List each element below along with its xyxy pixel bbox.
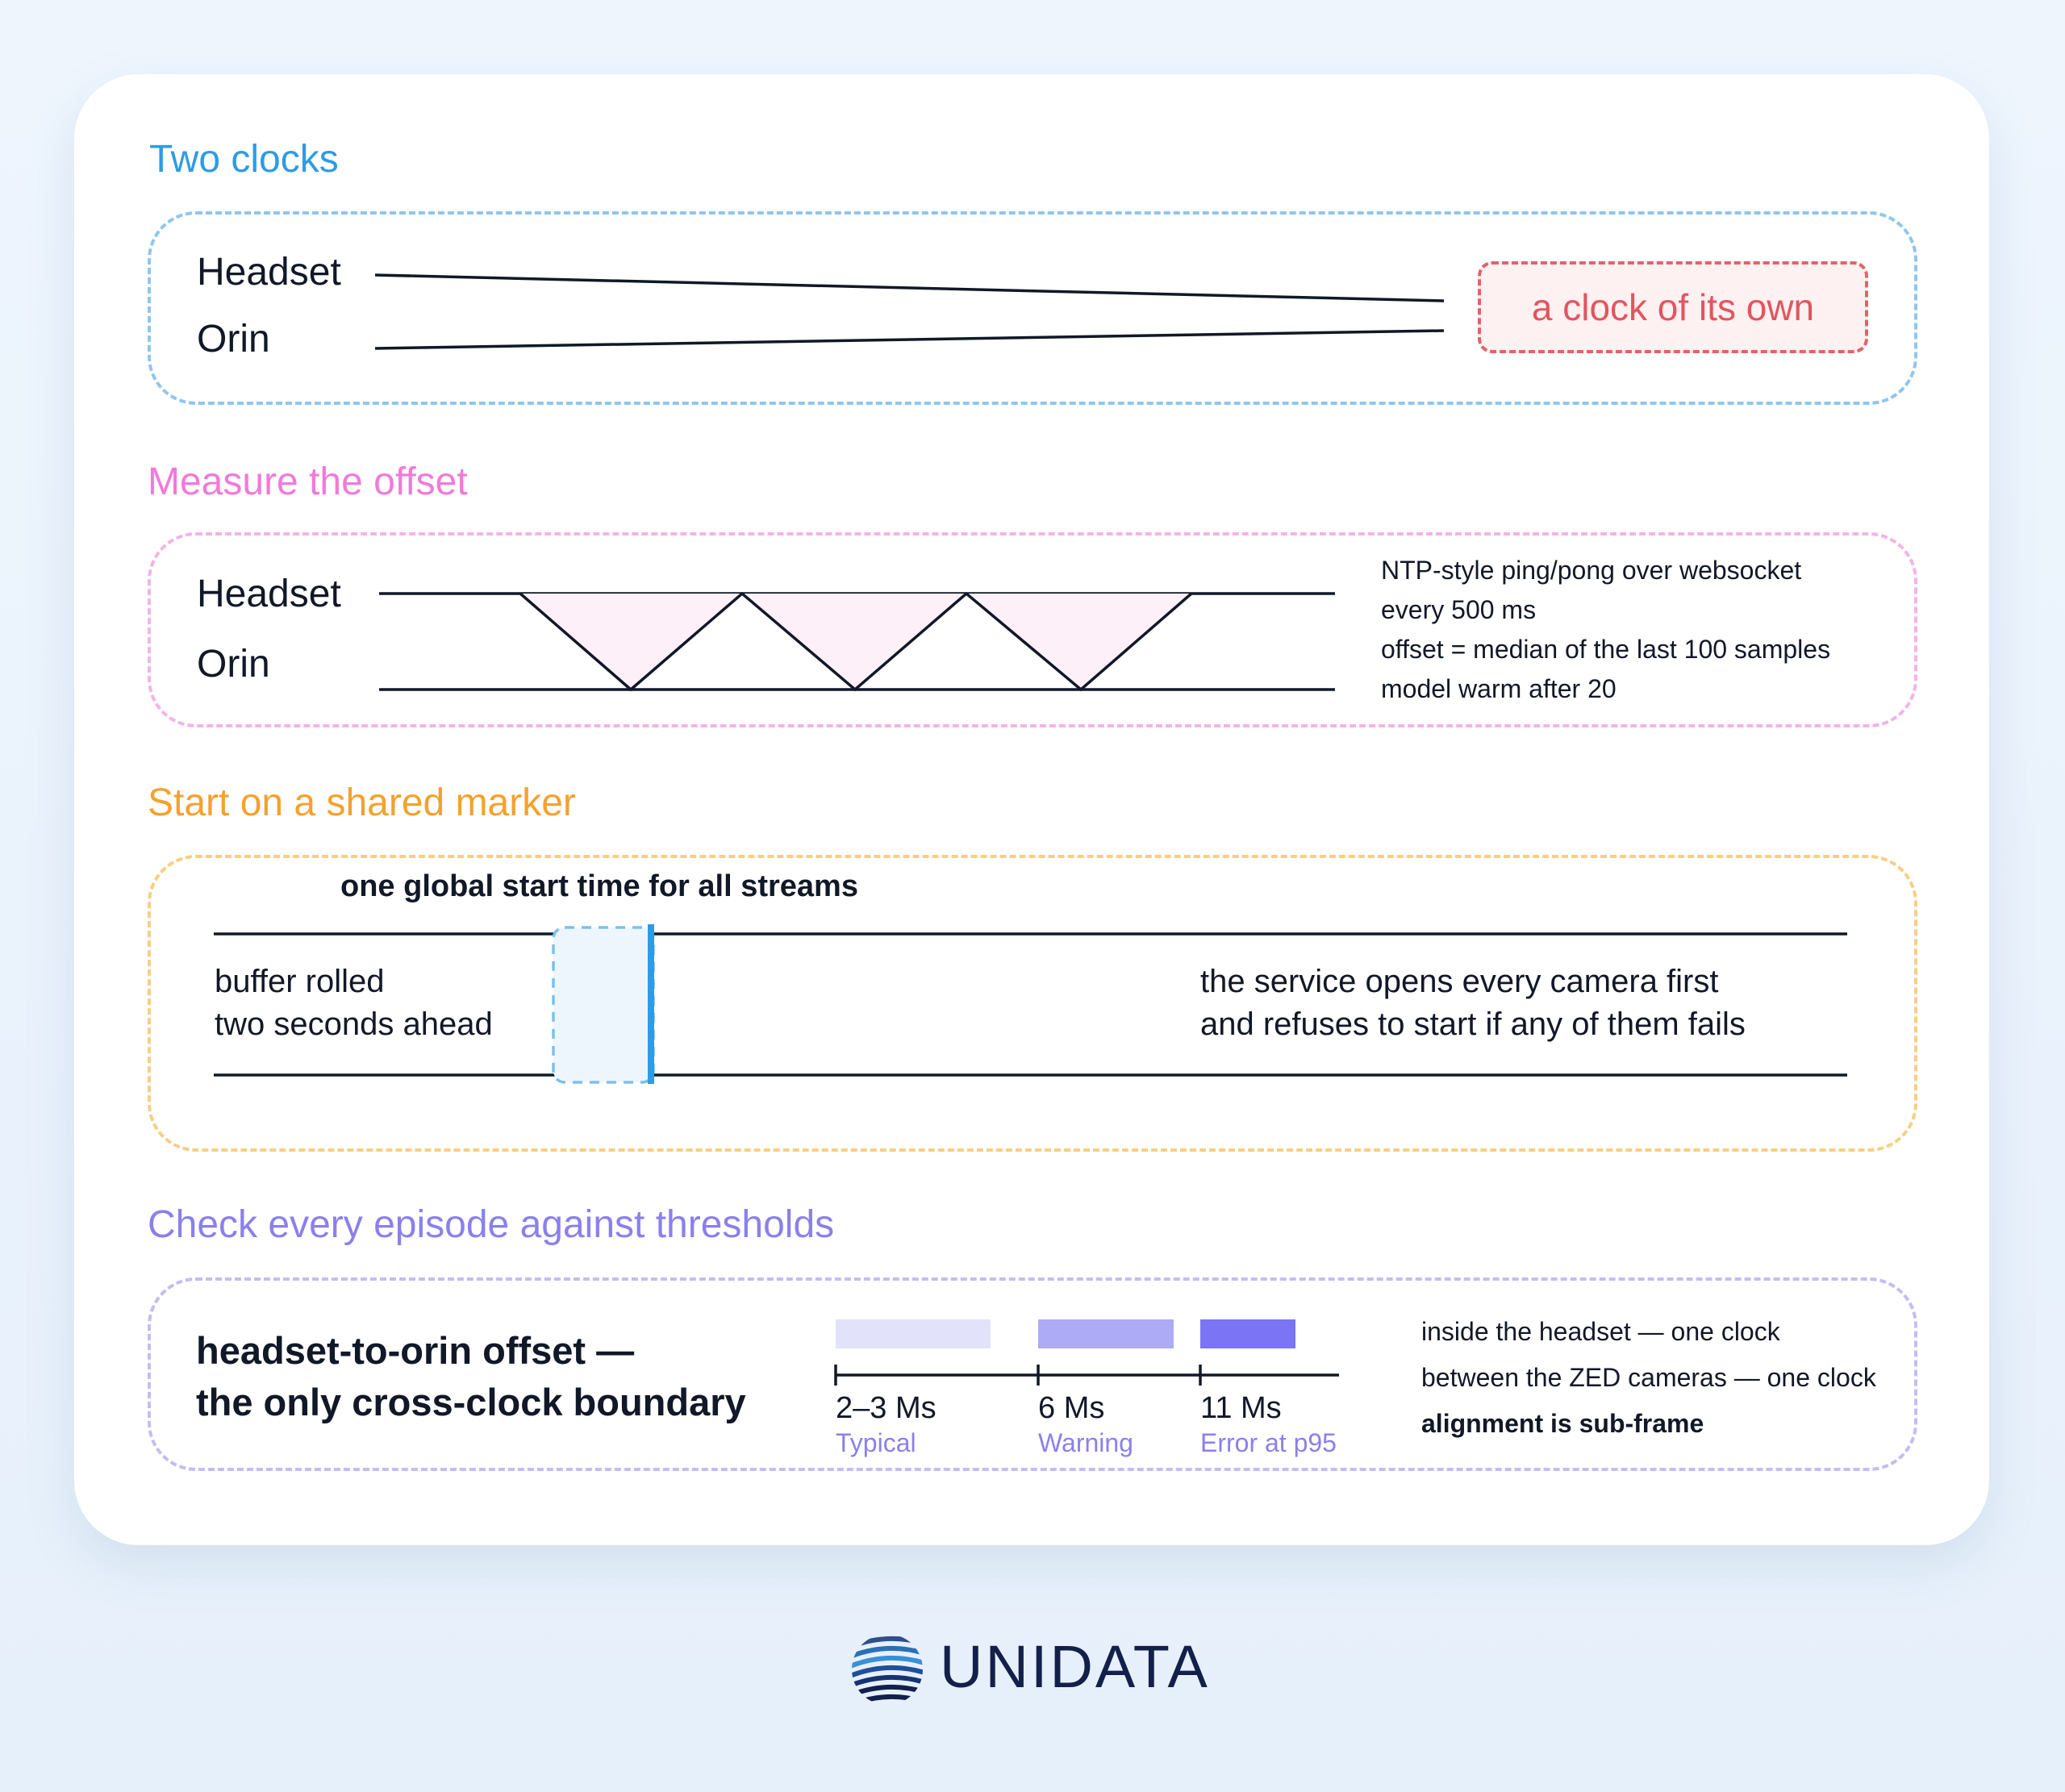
note-line: every 500 ms	[1381, 595, 1537, 624]
threshold-caption: Typical	[836, 1428, 916, 1457]
clock-of-its-own-badge: a clock of its own	[1478, 261, 1868, 353]
brand-wordmark: UNIDATA	[940, 1633, 1210, 1700]
headset-label: Headset	[197, 251, 341, 294]
start-marker	[648, 924, 654, 1084]
section-title-thresholds: Check every episode against thresholds	[148, 1203, 835, 1246]
section-title-two-clocks: Two clocks	[149, 138, 339, 181]
buffer-window	[553, 927, 653, 1082]
section-title-shared-marker: Start on a shared marker	[148, 781, 576, 824]
headset-clock-line	[375, 275, 1444, 301]
threshold-value: 2–3 Ms	[836, 1391, 937, 1425]
headset-label: Headset	[197, 573, 341, 615]
round-trip-fill	[520, 594, 742, 690]
threshold-value: 11 Ms	[1200, 1391, 1282, 1425]
note-line: NTP-style ping/pong over websocket	[1381, 556, 1802, 585]
clock-note-line-emphasis: alignment is sub-frame	[1421, 1409, 1704, 1438]
global-start-heading: one global start time for all streams	[340, 869, 858, 903]
threshold-value: 6 Ms	[1038, 1391, 1105, 1425]
orin-label: Orin	[197, 643, 270, 686]
threshold-caption: Error at p95	[1200, 1428, 1337, 1457]
orin-clock-line	[375, 331, 1444, 348]
note-line: model warm after 20	[1381, 674, 1617, 703]
clock-note-line: inside the headset — one clock	[1421, 1317, 1780, 1346]
orin-label: Orin	[197, 318, 270, 360]
section-title-measure-offset: Measure the offset	[148, 461, 468, 503]
note-line: offset = median of the last 100 samples	[1381, 635, 1831, 664]
headline-line: headset-to-orin offset —	[196, 1329, 635, 1372]
globe-icon	[849, 1631, 926, 1708]
round-trip-fill	[744, 594, 966, 690]
service-note-line: and refuses to start if any of them fails	[1200, 1006, 1746, 1042]
threshold-caption: Warning	[1038, 1428, 1133, 1457]
clock-note-line: between the ZED cameras — one clock	[1421, 1363, 1876, 1392]
headline-line: the only cross-clock boundary	[196, 1381, 746, 1423]
buffer-note-line: buffer rolled	[215, 964, 385, 999]
service-note-line: the service opens every camera first	[1200, 964, 1719, 999]
buffer-note-line: two seconds ahead	[215, 1006, 493, 1042]
round-trip-fill	[968, 594, 1191, 690]
